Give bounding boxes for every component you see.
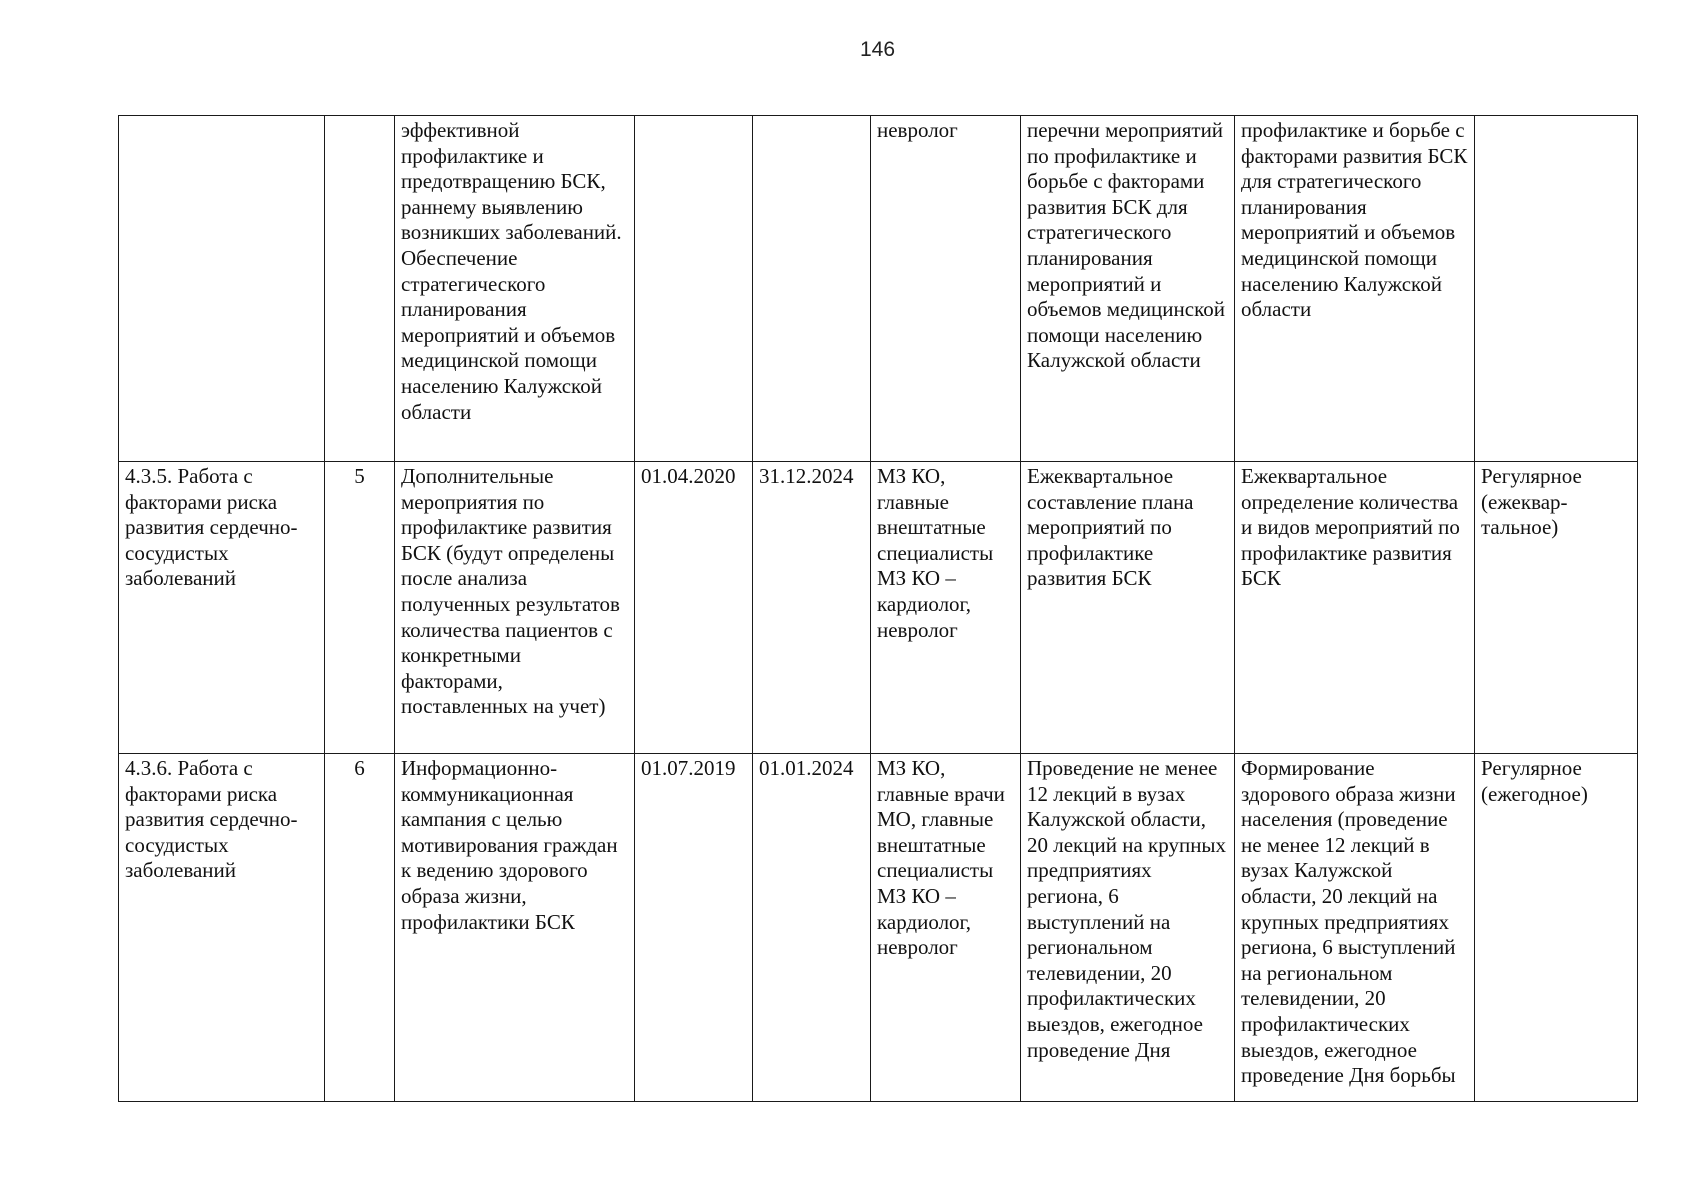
page-number: 146 <box>859 38 896 61</box>
cell-start-date <box>635 116 753 462</box>
cell-name: 4.3.6. Работа с факторами риска развития сердечно-сосудистых заболеваний <box>119 754 325 1102</box>
table-row <box>119 462 1638 754</box>
cell-description: Дополнительные мероприятия по профилактике развития БСК (будут определены после анализа полученных результатов количества пациентов с конкретными факторами, поставленных на учет) <box>395 462 635 754</box>
activities-table <box>118 115 1638 1102</box>
cell-description: Информационно-коммуникационная кампания с целью мотивирования граждан к ведению здорового образа жизни, профилактики БСК <box>395 754 635 1102</box>
cell-start-date: 01.04.2020 <box>635 462 753 754</box>
cell-end-date: 31.12.2024 <box>753 462 871 754</box>
cell-number: 6 <box>325 754 395 1102</box>
cell-number: 5 <box>325 462 395 754</box>
cell-result: Ежеквартальное составление плана мероприятий по профилактике развития БСК <box>1021 462 1235 754</box>
cell-end-date: 01.01.2024 <box>753 754 871 1102</box>
cell-responsible: невролог <box>871 116 1021 462</box>
cell-indicator: Формирование здорового образа жизни населения (проведение не менее 12 лекций в вузах Калужской области, 20 лекций на крупных предприятиях региона, 6 выступлений на региональном телевидении, 20 профилактических выездов, ежегодное проведение Дня борьбы <box>1235 754 1475 1102</box>
cell-start-date: 01.07.2019 <box>635 754 753 1102</box>
cell-frequency: Регулярное (ежеквар-тальное) <box>1475 462 1638 754</box>
cell-frequency: Регулярное (ежегодное) <box>1475 754 1638 1102</box>
cell-number <box>325 116 395 462</box>
cell-responsible: МЗ КО, главные врачи МО, главные внештатные специалисты МЗ КО – кардиолог, невролог <box>871 754 1021 1102</box>
cell-result: Проведение не менее 12 лекций в вузах Калужской области, 20 лекций на крупных предприятиях региона, 6 выступлений на региональном телевидении, 20 профилактических выездов, ежегодное проведение Дня <box>1021 754 1235 1102</box>
cell-name <box>119 116 325 462</box>
cell-name: 4.3.5. Работа с факторами риска развития сердечно-сосудистых заболеваний <box>119 462 325 754</box>
table-row <box>119 754 1638 1102</box>
cell-responsible: МЗ КО, главные внештатные специалисты МЗ КО – кардиолог, невролог <box>871 462 1021 754</box>
cell-result: перечни мероприятий по профилактике и борьбе с факторами развития БСК для стратегического планирования мероприятий и объемов медицинской помощи населению Калужской области <box>1021 116 1235 462</box>
cell-frequency <box>1475 116 1638 462</box>
table-row <box>119 116 1638 462</box>
cell-end-date <box>753 116 871 462</box>
cell-description: эффективной профилактике и предотвращению БСК, раннему выявлению возникших заболеваний. Обеспечение стратегического планирования мероприятий и объемов медицинской помощи населению Калужской области <box>395 116 635 462</box>
cell-indicator: профилактике и борьбе с факторами развития БСК для стратегического планирования мероприятий и объемов медицинской помощи населению Калужской области <box>1235 116 1475 462</box>
cell-indicator: Ежеквартальное определение количества и видов мероприятий по профилактике развития БСК <box>1235 462 1475 754</box>
